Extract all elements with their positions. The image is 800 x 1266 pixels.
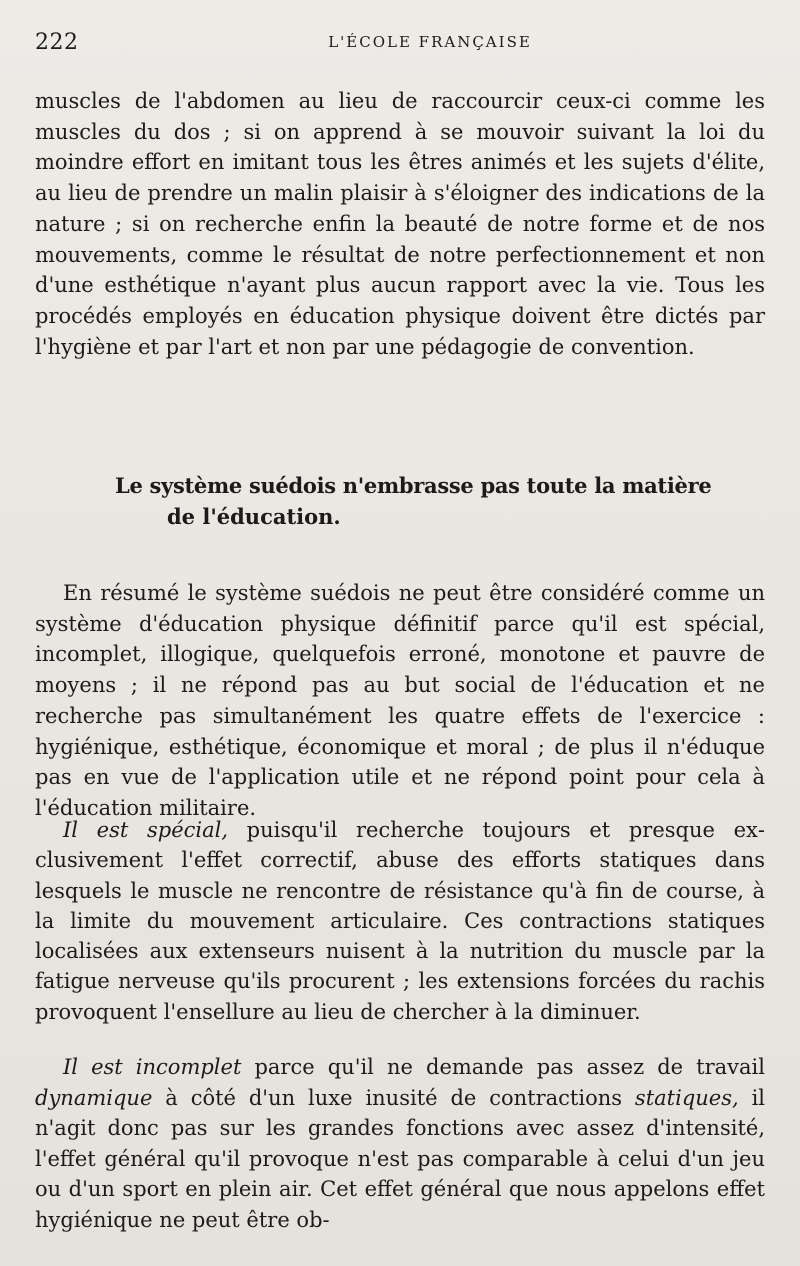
- running-title: L'ÉCOLE FRANÇAISE: [328, 33, 532, 51]
- section-heading-line-2: de l'éducation.: [167, 504, 341, 529]
- page-number: 222: [35, 30, 79, 55]
- paragraph-continued: muscles de l'abdomen au lieu de raccourcir ceux-ci comme les muscles du dos ; si on apprend à se mouvoir suivant la loi du moindre effort en imitant tous les êtres animés et les sujets d'élite, au lieu de prendre un malin plaisir à s'éloigner des indications de la nature ; si on recherche enfin la beauté de notre forme et de nos mouvements, comme le résultat de notre perfectionnement et non d'une esthétique n'ayant plus aucun rapport avec la vie. Tous les procédés employés en éducation physique doivent être dictés par l'hygiène et par l'art et non par une pédagogie de convention.: [35, 89, 765, 359]
- section-heading: [115, 470, 765, 532]
- page-header: [35, 30, 765, 60]
- paragraph-incomplete-lead: Il est incomplet: [63, 1055, 242, 1079]
- paragraph-incomplete-text-c: à côté d'un luxe inusité de contractions: [152, 1085, 635, 1110]
- paragraph-incomplete-text-e: il n'agit donc pas sur les grandes fonctions avec assez d'intensité, l'effet général qu'il provoque n'est pas comparable à celui d'un jeu ou d'un sport en plein air. Cet effet général que nous appelons effet hygiénique ne peut être ob-: [35, 1085, 766, 1232]
- paragraph-summary: En résumé le système suédois ne peut être considéré comme un système d'éducation physique définitif parce qu'il est spécial, incomplet, illogique, quelquefois erroné, monotone et pauvre de moyens ; il ne répond pas au but social de l'éducation et ne recherche pas simultanément les quatre effets de l'exercice : hygiénique, esthétique, économique et moral ; de plus il n'éduque pas en vue de l'application utile et ne répond point pour cela à l'éducation militaire.: [35, 581, 765, 820]
- paragraph-incomplete: [35, 1052, 765, 1235]
- section-heading-line-1: Le système suédois n'embrasse pas toute la matière: [115, 473, 712, 498]
- paragraph-incomplete-italic-dynamique: dynamique: [35, 1085, 153, 1110]
- paragraph-special-lead: Il est spécial,: [63, 818, 229, 842]
- paragraph-incomplete-italic-statiques: statiques,: [634, 1085, 739, 1110]
- paragraph-incomplete-text-a: parce qu'il ne demande pas assez de travail: [241, 1055, 765, 1079]
- paragraph-special-text: puisqu'il recherche toujours et presque exclusivement l'effet correctif, abuse des efforts statiques dans lesquels le muscle ne rencontre de résistance qu'à fin de course, à la limite du mouvement articulaire. Ces contractions statiques localisées aux extenseurs nuisent à la nutrition du muscle par la fatigue nerveuse qu'ils procurent ; les extensions forcées du rachis provoquent l'ensellure au lieu de chercher à la diminuer.: [35, 818, 765, 1024]
- paragraph-special: [35, 815, 765, 1027]
